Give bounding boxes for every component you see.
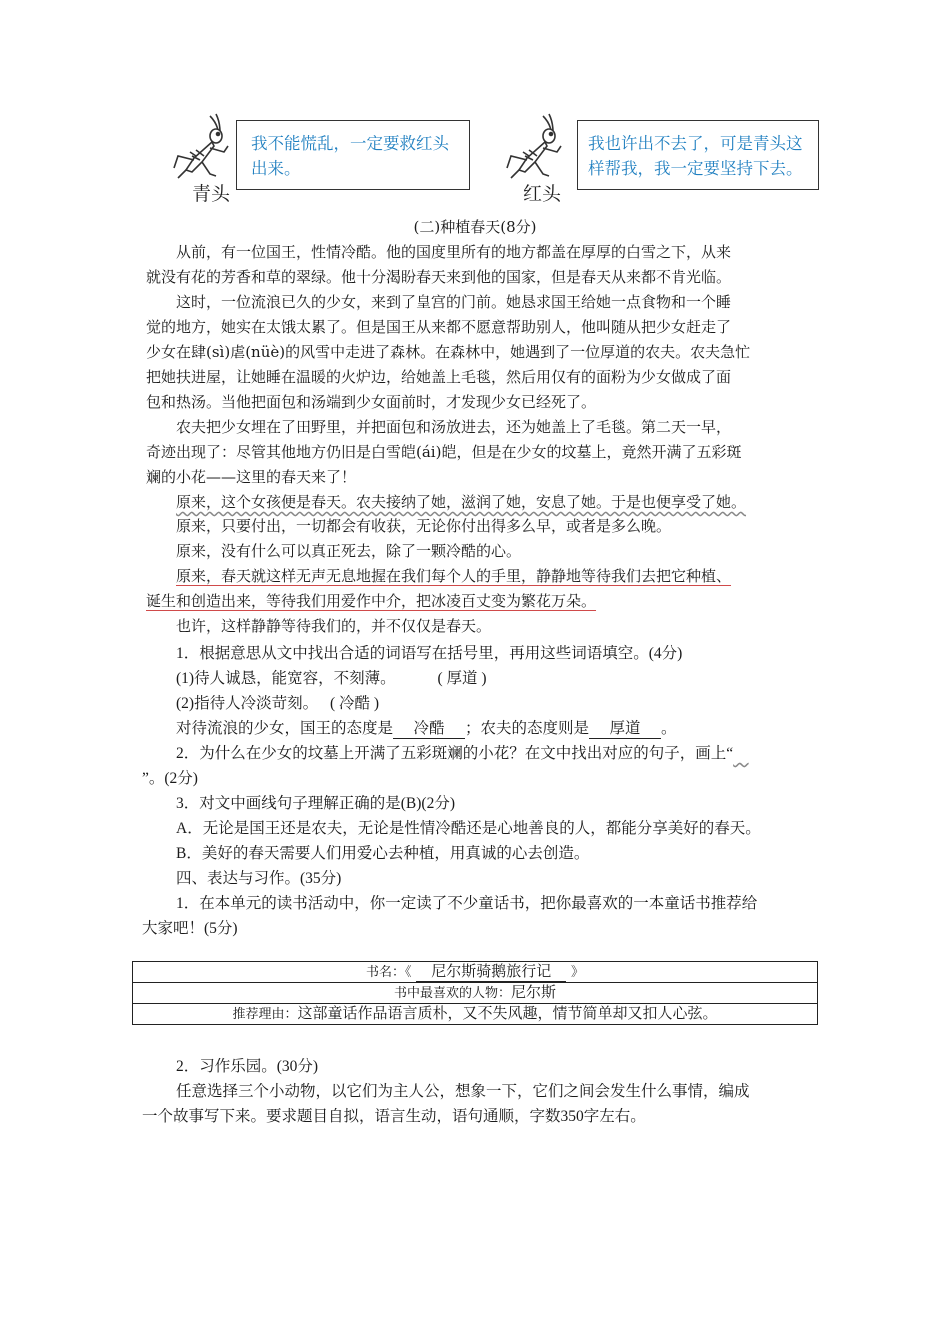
paragraph-line: 奇迹出现了：尽管其他地方仍旧是白雪皑(ái)皑，但是在少女的坟墓上，竟然开满了五彩斑: [146, 443, 742, 461]
fill-middle: ；农夫的态度则是: [465, 720, 590, 737]
question-1-1-text: (1)待人诚恳，能宽容，不刻薄。: [176, 670, 396, 687]
favorite-character-label: 书中最喜欢的人物：: [393, 986, 511, 1001]
paragraph-line: 包和热汤。当他把面包和汤端到少女面前时，才发现少女已经死了。: [146, 393, 597, 411]
writing-2-heading: 2．习作乐园。(30分): [176, 1058, 319, 1075]
paragraph-line: 这时，一位流浪已久的少女，来到了皇宫的门前。她恳求国王给她一点食物和一个睡: [176, 293, 732, 311]
paragraph-line: 原来，没有什么可以真正死去，除了一颗冷酷的心。: [176, 542, 522, 560]
question-1-fill: [176, 716, 677, 739]
paragraph-line: 也许，这样静静等待我们的，并不仅仅是春天。: [176, 617, 492, 635]
section-4-heading: 四、表达与习作。(35分): [176, 870, 342, 887]
paragraph-line: 觉的地方，她实在太饿太累了。但是国王从来都不愿意帮助别人，他叫随从把少女赶走了: [146, 318, 732, 336]
speech-text-qingtou: 我不能慌乱，一定要救红头出来。: [251, 134, 449, 178]
question-1-2-answer: ( 冷酷 ): [329, 695, 380, 712]
book-name-close: 》: [571, 965, 585, 980]
character-name-qingtou: 青头: [192, 183, 231, 205]
question-3-option-a: A．无论是国王还是农夫，无论是性情冷酷还是心地善良的人，都能分享美好的春天。: [176, 820, 761, 837]
section-title: (二)种植春天(8分): [413, 218, 537, 236]
question-1-2: [176, 691, 379, 713]
book-name-value: 尼尔斯骑鹅旅行记: [416, 962, 566, 982]
grasshopper-icon: [172, 112, 234, 182]
question-1-1-answer: ( 厚道 ): [437, 670, 487, 687]
paragraph-line: 农夫把少女埋在了田野里，并把面包和汤放进去，还为她盖上了毛毯。第二天一早，: [176, 418, 732, 436]
wavy-answer-text: 原来，这个女孩便是春天。农夫接纳了她，滋润了她，安息了她。于是也便享受了她。: [176, 493, 747, 511]
fill-prefix: 对待流浪的少女，国王的态度是: [176, 720, 394, 737]
grasshopper-icon: [505, 112, 567, 182]
paragraph-line: 斓的小花——这里的春天来了！: [146, 468, 357, 486]
wavy-mark-icon: [733, 745, 749, 762]
fill-blank-a: 冷酷: [393, 716, 465, 739]
question-2-text: 2．为什么在少女的坟墓上开满了五彩斑斓的小花？在文中找出对应的句子，画上“: [176, 745, 734, 762]
question-3: 3．对文中画线句子理解正确的是(B)(2分): [176, 795, 455, 812]
paragraph-line: 原来，只要付出，一切都会有收获，无论你付出得多么早，或者是多么晚。: [176, 517, 672, 535]
book-name-label: 书名：《: [365, 965, 412, 980]
question-1-1: [176, 666, 487, 688]
paragraph-line: 从前，有一位国王，性情冷酷。他的国度里所有的地方都盖在厚厚的白雪之下，从来: [176, 243, 732, 261]
reason-cell: [133, 1004, 818, 1025]
paragraph-line-wavy: [146, 490, 746, 515]
writing-1-line2: 大家吧！(5分): [142, 920, 238, 937]
reason-label: 推荐理由：: [232, 1007, 298, 1022]
question-1-2-text: (2)指待人冷淡苛刻。: [176, 695, 319, 712]
writing-1-line1: 1．在本单元的读书活动中，你一定读了不少童话书，把你最喜欢的一本童话书推荐给: [176, 895, 758, 912]
reason-value: 这部童话作品语言质朴，又不失风趣，情节简单却又扣人心弦。: [297, 1004, 718, 1022]
question-3-option-b: B．美好的春天需要人们用爱心去种植，用真诚的心去创造。: [176, 845, 590, 862]
question-2-line2: ”。(2分): [142, 770, 198, 787]
paragraph-line-underlined: [146, 589, 596, 614]
speech-text-hongtou: 我也许出不去了，可是青头这样帮我，我一定要坚持下去。: [588, 134, 803, 178]
table-row: [133, 962, 818, 983]
fill-blank-b: 厚道: [589, 716, 661, 739]
speech-bubble-hongtou: [577, 120, 819, 190]
underlined-text: 原来，春天就这样无声无息地握在我们每个人的手里，静静地等待我们去把它种植、: [176, 567, 732, 585]
writing-2-line1: 任意选择三个小动物，以它们为主人公，想象一下，它们之间会发生什么事情，编成: [176, 1083, 750, 1100]
table-row: [133, 983, 818, 1004]
book-name-cell: [133, 962, 818, 983]
favorite-character-cell: [133, 983, 818, 1004]
favorite-character-value: 尼尔斯: [511, 983, 557, 1001]
fill-end: 。: [661, 720, 677, 737]
speech-bubble-qingtou: [236, 120, 470, 190]
table-row: [133, 1004, 818, 1025]
question-1: 1．根据意思从文中找出合适的词语写在括号里，再用这些词语填空。(4分): [176, 645, 683, 662]
underlined-text: 诞生和创造出来，等待我们用爱作中介，把冰凌百丈变为繁花万朵。: [146, 592, 597, 610]
paragraph-line: 少女在肆(sì)虐(nüè)的风雪中走进了森林。在森林中，她遇到了一位厚道的农夫。农夫急忙: [146, 343, 751, 361]
writing-2-line2: 一个故事写下来。要求题目自拟，语言生动，语句通顺，字数350字左右。: [142, 1108, 646, 1125]
paragraph-line-underlined: [146, 564, 731, 589]
paragraph-line: 把她扶进屋，让她睡在温暖的火炉边，给她盖上毛毯，然后用仅有的面粉为少女做成了面: [146, 368, 732, 386]
recommendation-table: [132, 961, 818, 1025]
question-2-line1: [176, 741, 749, 763]
paragraph-line: 就没有花的芳香和草的翠绿。他十分渴盼春天来到他的国家，但是春天从来都不肯光临。: [146, 268, 732, 286]
character-name-hongtou: 红头: [523, 183, 562, 205]
